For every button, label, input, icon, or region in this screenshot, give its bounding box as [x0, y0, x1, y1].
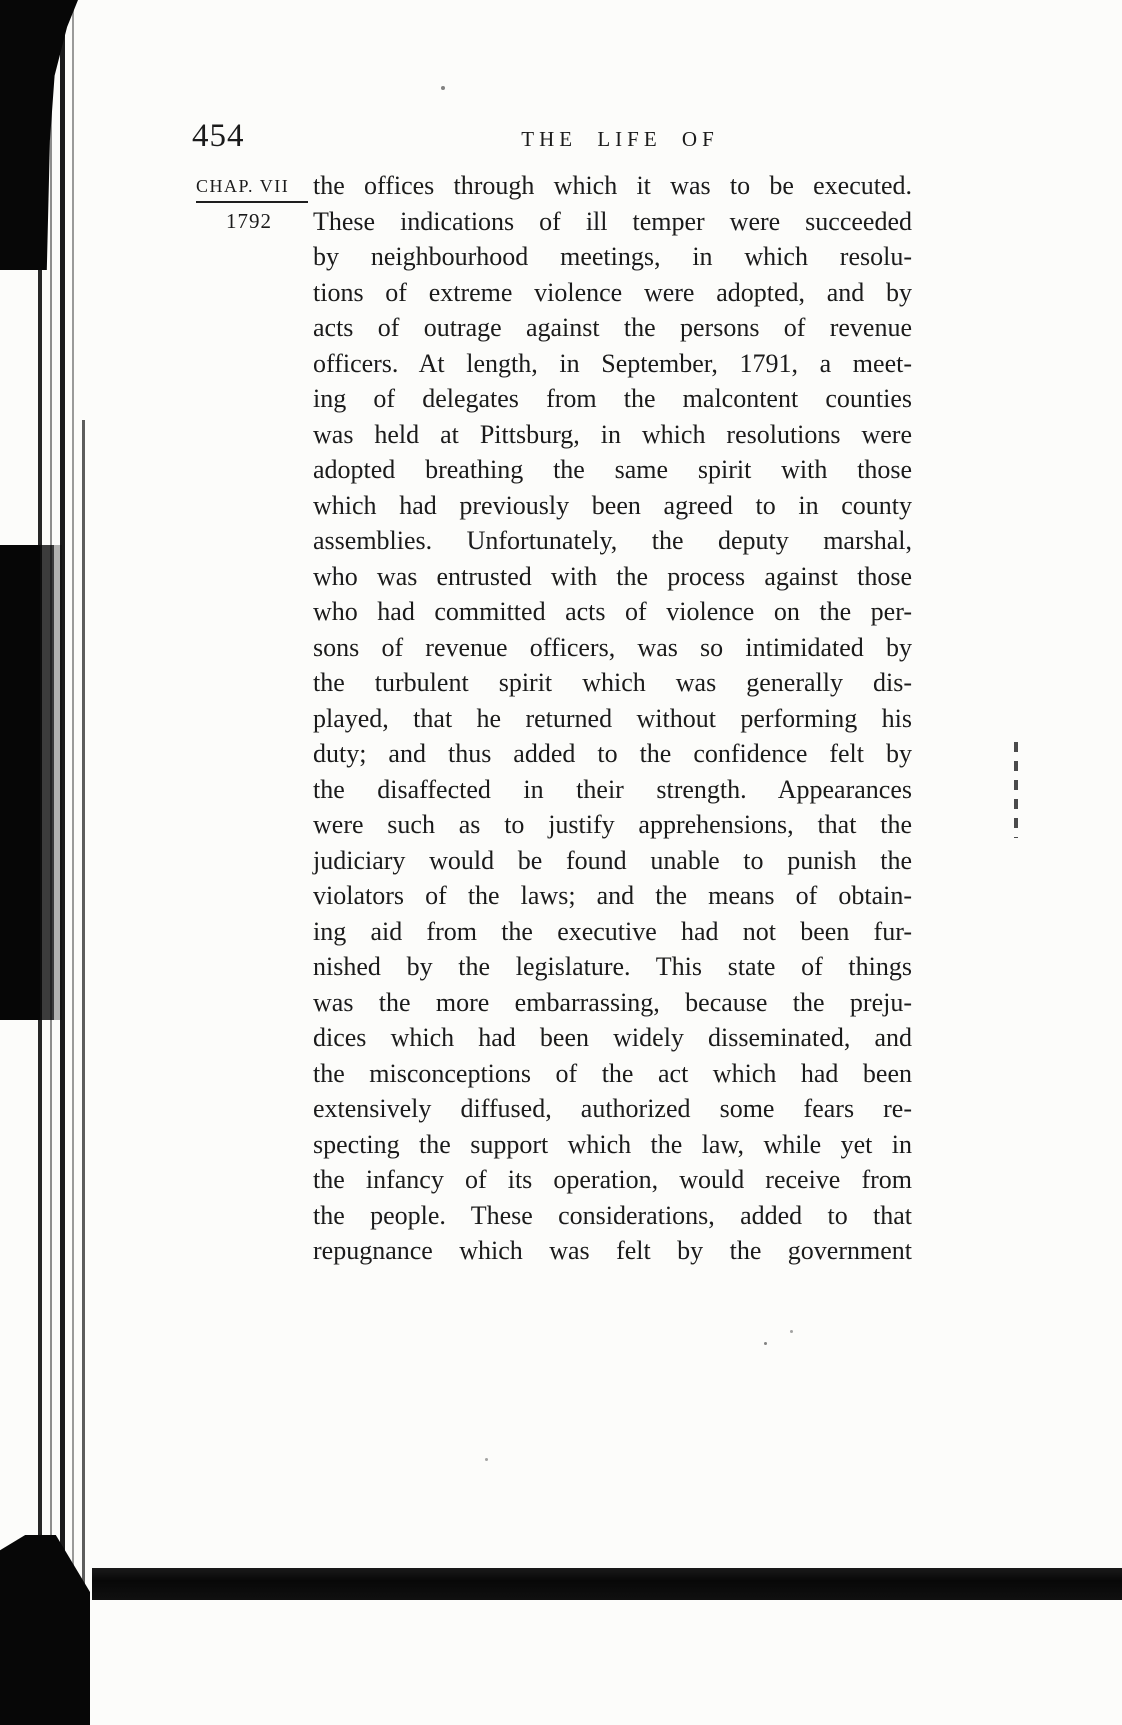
scan-speck — [764, 1342, 767, 1345]
scan-streak — [82, 420, 85, 1725]
scan-streak — [72, 0, 74, 1725]
body-text-line: judiciary would be found unable to punish the — [313, 845, 912, 875]
body-text-line: adopted breathing the same spirit with those — [313, 455, 912, 484]
body-text-line: the misconceptions of the act which had been — [313, 1058, 912, 1088]
body-text-line: which had previously been agreed to in county — [313, 490, 912, 520]
body-text — [313, 168, 912, 1269]
body-text-line: officers. At length, in September, 1791, a meet- — [313, 348, 912, 378]
body-text-line: sons of revenue officers, was so intimidated by — [313, 632, 912, 662]
body-text-line: who was entrusted with the process against those — [313, 561, 912, 591]
scan-artifact-bottom-left — [0, 1535, 90, 1725]
body-text-line: the people. These considerations, added to that — [313, 1200, 912, 1230]
scan-speck — [485, 1458, 488, 1461]
body-text-line: the disaffected in their strength. Appearances — [313, 774, 912, 804]
body-text-line: were such as to justify apprehensions, that the — [313, 810, 912, 839]
scan-artifact-mid-left — [0, 545, 68, 1020]
margin-note-rule — [196, 201, 308, 203]
body-text-line: by neighbourhood meetings, in which resolu- — [313, 242, 912, 271]
body-text-line: duty; and thus added to the confidence felt by — [313, 739, 912, 768]
body-text-line: was held at Pittsburg, in which resolutions were — [313, 419, 912, 449]
body-text-line: who had committed acts of violence on the per- — [313, 597, 912, 626]
body-text-line: the offices through which it was to be executed. — [313, 171, 912, 200]
body-text-line: repugnance which was felt by the government — [313, 1236, 912, 1265]
body-text-line: tions of extreme violence were adopted, and by — [313, 277, 912, 307]
running-header: THE LIFE OF — [521, 127, 719, 151]
body-text-line: acts of outrage against the persons of revenue — [313, 313, 912, 342]
margin-year-label: 1792 — [226, 209, 272, 233]
body-text-line: These indications of ill temper were succeeded — [313, 206, 912, 236]
body-text-line: extensively diffused, authorized some fears re- — [313, 1094, 912, 1123]
scan-artifact-bottom-band — [92, 1568, 1122, 1600]
scan-speck — [441, 86, 445, 90]
body-text-line: the infancy of its operation, would receive from — [313, 1165, 912, 1194]
margin-chapter-label: CHAP. VII — [196, 176, 290, 196]
scan-artifact-right-marks — [1014, 742, 1018, 838]
body-text-line: assemblies. Unfortunately, the deputy marshal, — [313, 526, 912, 555]
body-text-line: specting the support which the law, while yet in — [313, 1129, 912, 1159]
page-number: 454 — [192, 118, 245, 154]
body-text-line: was the more embarrassing, because the preju- — [313, 987, 912, 1017]
body-text-line: the turbulent spirit which was generally dis- — [313, 668, 912, 697]
body-text-line: ing of delegates from the malcontent counties — [313, 384, 912, 413]
body-text-line: nished by the legislature. This state of things — [313, 952, 912, 981]
margin-note — [196, 176, 312, 234]
scan-speck — [790, 1330, 793, 1333]
body-text-line: played, that he returned without performing his — [313, 703, 912, 733]
body-text-line: violators of the laws; and the means of obtain- — [313, 881, 912, 910]
body-text-line: dices which had been widely disseminated, and — [313, 1023, 912, 1052]
body-text-line: ing aid from the executive had not been fur- — [313, 916, 912, 946]
